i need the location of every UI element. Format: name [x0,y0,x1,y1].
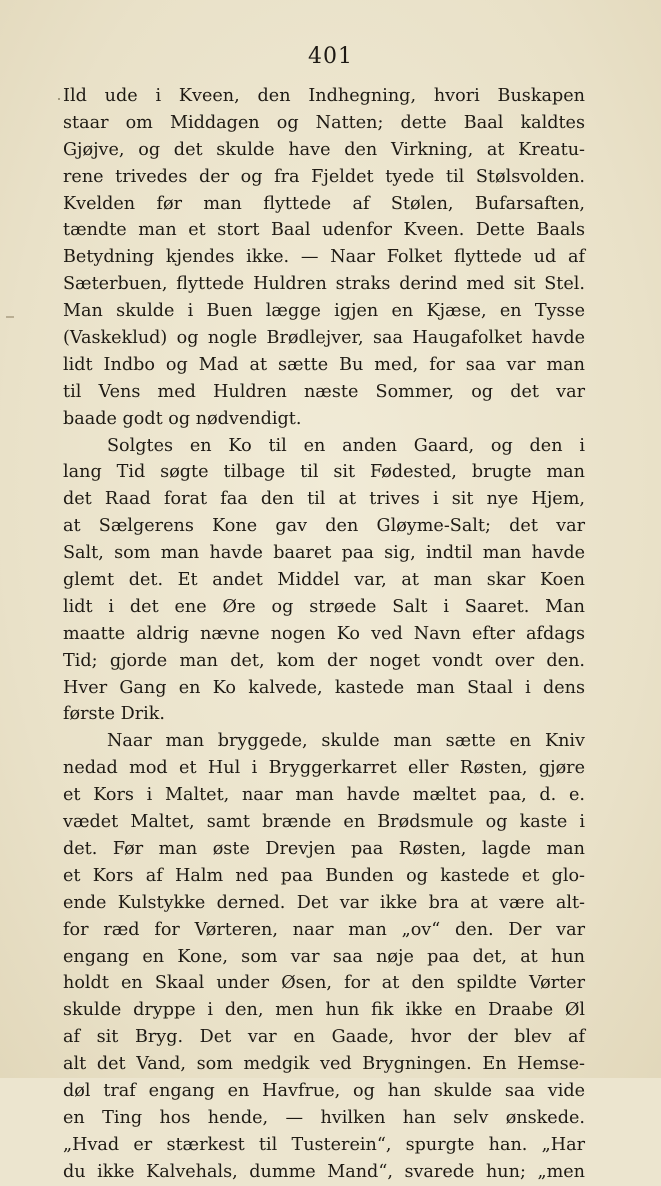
text-line: Sæterbuen, flyttede Huldren straks derind med sit Stel. [63,274,585,295]
text-line: et Kors af Halm ned paa Bunden og kastede et glo- [63,865,585,886]
text-line: det. Før man øste Drevjen paa Røsten, lagde man [63,838,585,859]
text-line: du ikke Kalvehals, dumme Mand“, svarede hun; „men [63,1161,585,1182]
text-line: af sit Bryg. Det var en Gaade, hvor der blev af [63,1027,585,1048]
text-line: rene trivedes der og fra Fjeldet tyede til Stølsvolden. [63,166,585,187]
text-line: staar om Middagen og Natten; dette Baal kaldtes [63,112,585,133]
text-line: Naar man bryggede, skulde man sætte en Kniv [107,731,585,752]
text-line: glemt det. Et andet Middel var, at man skar Koen [63,570,585,591]
text-line: Salt, som man havde baaret paa sig, indtil man havde [63,543,585,564]
text-line: ende Kulstykke derned. Det var ikke bra at være alt- [63,892,585,913]
text-line: (Vaskeklud) og nogle Brødlejver, saa Haugafolket havde [63,328,585,349]
text-line: maatte aldrig nævne nogen Ko ved Navn efter afdags [63,623,585,644]
text-line: Hver Gang en Ko kalvede, kastede man Staal i dens [63,677,585,698]
margin-mark [6,316,14,318]
text-line: holdt en Skaal under Øsen, for at den spildte Vørter [63,973,585,994]
text-line: lang Tid søgte tilbage til sit Fødested, brugte man [63,462,585,483]
text-line: baade godt og nødvendigt. [63,408,302,429]
text-line: Solgtes en Ko til en anden Gaard, og den i [107,435,585,456]
text-line: lidt Indbo og Mad at sætte Bu med, for saa var man [63,354,585,375]
text-line: Ild ude i Kveen, den Indhegning, hvori Buskapen [63,86,585,106]
text-line: det Raad forat faa den til at trives i sit nye Hjem, [63,489,585,510]
text-line: et Kors i Maltet, naar man havde mæltet paa, d. e. [63,785,585,806]
text-line: Gjøjve, og det skulde have den Virkning, at Kreatu- [63,139,585,160]
text-line: for ræd for Vørteren, naar man „ov“ den. Der var [63,919,585,940]
text-line: „Hvad er stærkest til Tusterein“, spurgte han. „Har [63,1134,585,1155]
text-line: skulde dryppe i den, men hun fik ikke en Draabe Øl [63,1000,585,1021]
text-line: til Vens med Huldren næste Sommer, og det var [63,381,585,402]
text-line: nedad mod et Hul i Bryggerkarret eller Røsten, gjøre [63,758,585,779]
text-line: alt det Vand, som medgik ved Brygningen. En Hemse- [63,1054,585,1075]
text-line: Kvelden før man flyttede af Stølen, Bufarsaften, [63,193,585,214]
text-line: første Drik. [63,704,166,725]
text-line: Tid; gjorde man det, kom der noget vondt over den. [63,650,585,671]
body-text [63,83,585,1186]
text-line: døl traf engang en Havfrue, og han skulde saa vide [63,1080,585,1101]
text-line: lidt i det ene Øre og strøede Salt i Saaret. Man [63,596,585,617]
text-line: tændte man et stort Baal udenfor Kveen. Dette Baals [63,220,585,241]
text-line: en Ting hos hende, — hvilken han selv ønskede. [63,1107,585,1128]
text-line: vædet Maltet, samt brænde en Brødsmule og kaste i [63,812,585,833]
page-number: 401 [308,44,353,69]
text-line: Man skulde i Buen lægge igjen en Kjæse, en Tysse [63,301,585,322]
text-line: engang en Kone, som var saa nøje paa det, at hun [63,946,585,967]
text-line: Betydning kjendes ikke. — Naar Folket flyttede ud af [63,247,585,268]
ink-speck [58,98,60,100]
text-line: at Sælgerens Kone gav den Gløyme-Salt; det var [63,516,585,537]
